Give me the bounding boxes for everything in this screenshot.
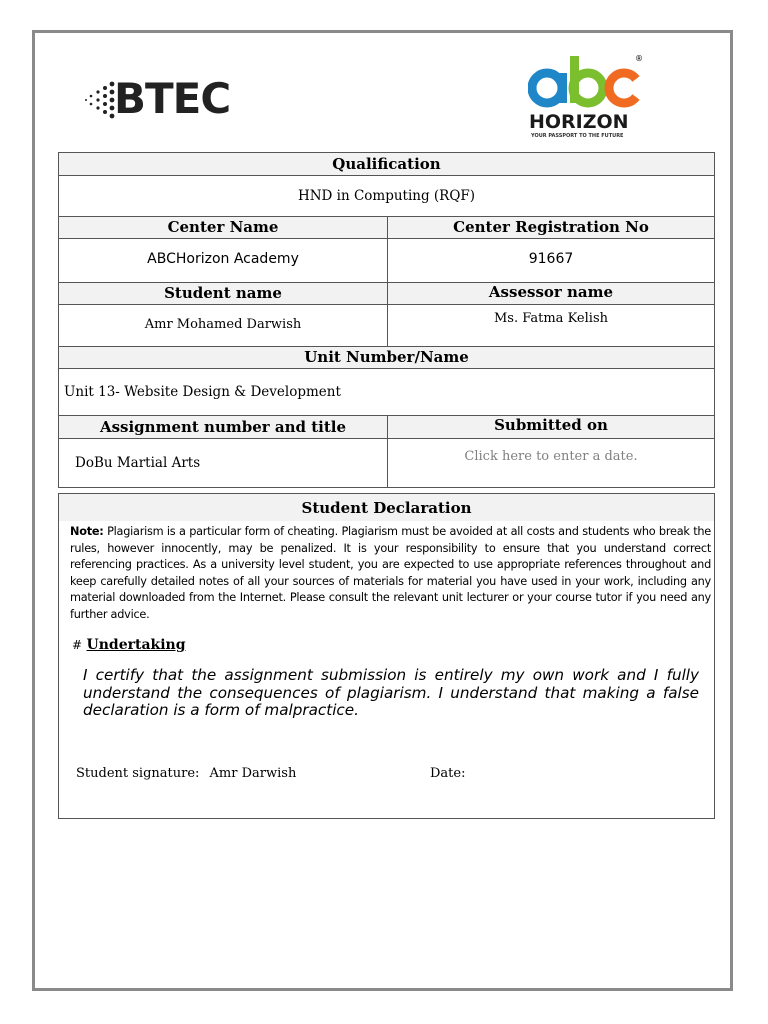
note-label: Note: xyxy=(70,525,104,538)
abc-logo-icon xyxy=(528,52,644,110)
submitted-date-placeholder: Click here to enter a date. xyxy=(464,449,638,464)
date-label: Date: xyxy=(430,766,466,781)
horizon-wordmark: HORIZON xyxy=(529,111,629,133)
assignment-value-cell xyxy=(58,438,388,488)
center-name-value: ABCHorizon Academy xyxy=(147,251,299,267)
signature-row xyxy=(76,766,296,781)
plagiarism-note xyxy=(70,524,711,623)
registered-mark: ® xyxy=(635,54,643,63)
unit-value: Unit 13- Website Design & Development xyxy=(64,384,341,400)
note-text: Plagiarism is a particular form of cheating. Plagiarism must be avoided at all costs and students who break the rules, however innocently, may be penalized. It is your responsibility to ensure that you understand correct referencing practices. As a university level student, you are expected to use appropriate references throughout and keep carefully detailed notes of all your sources of materials for material you have used in your work, including any material downloaded from the Internet. Please consult the relevant unit lecturer or your course tutor if you need any further advice. xyxy=(70,525,711,621)
assessor-name-value: Ms. Fatma Kelish xyxy=(494,311,608,326)
student-name-cell xyxy=(58,304,388,347)
declaration-header: Student Declaration xyxy=(58,493,715,521)
undertaking-label: Undertaking xyxy=(86,637,186,653)
btec-dots-icon xyxy=(84,78,116,122)
undertaking-heading xyxy=(72,637,186,653)
assessor-name-cell xyxy=(387,304,715,347)
tagline: YOUR PASSPORT TO THE FUTURE xyxy=(531,133,624,139)
student-name-value: Amr Mohamed Darwish xyxy=(144,317,302,332)
submitted-date-field[interactable] xyxy=(387,438,715,488)
undertaking-statement: I certify that the assignment submission is entirely my own work and I fully understand the consequences of plagiarism. I understand that making a false declaration is a form of malpractice. xyxy=(83,666,699,719)
student-name-header: Student name xyxy=(58,282,388,305)
signature-label: Student signature: xyxy=(76,766,200,781)
submitted-header: Submitted on xyxy=(387,415,715,439)
center-name-header: Center Name xyxy=(58,216,388,239)
signature-value: Amr Darwish xyxy=(209,766,297,781)
unit-header: Unit Number/Name xyxy=(58,346,715,369)
center-reg-cell xyxy=(387,238,715,283)
assignment-header: Assignment number and title xyxy=(58,415,388,439)
center-reg-value: 91667 xyxy=(528,251,574,267)
center-reg-header: Center Registration No xyxy=(387,216,715,239)
abc-horizon-logo xyxy=(528,52,648,144)
qualification-value: HND in Computing (RQF) xyxy=(297,188,476,204)
assessor-name-header: Assessor name xyxy=(387,282,715,305)
btec-logo xyxy=(84,74,244,124)
qualification-header: Qualification xyxy=(58,152,715,176)
unit-value-cell xyxy=(58,368,715,416)
qualification-value-cell xyxy=(58,175,715,217)
assignment-value: DoBu Martial Arts xyxy=(75,455,201,471)
btec-wordmark: BTEC xyxy=(114,74,231,123)
center-name-cell xyxy=(58,238,388,283)
undertaking-hash: # xyxy=(72,638,83,652)
